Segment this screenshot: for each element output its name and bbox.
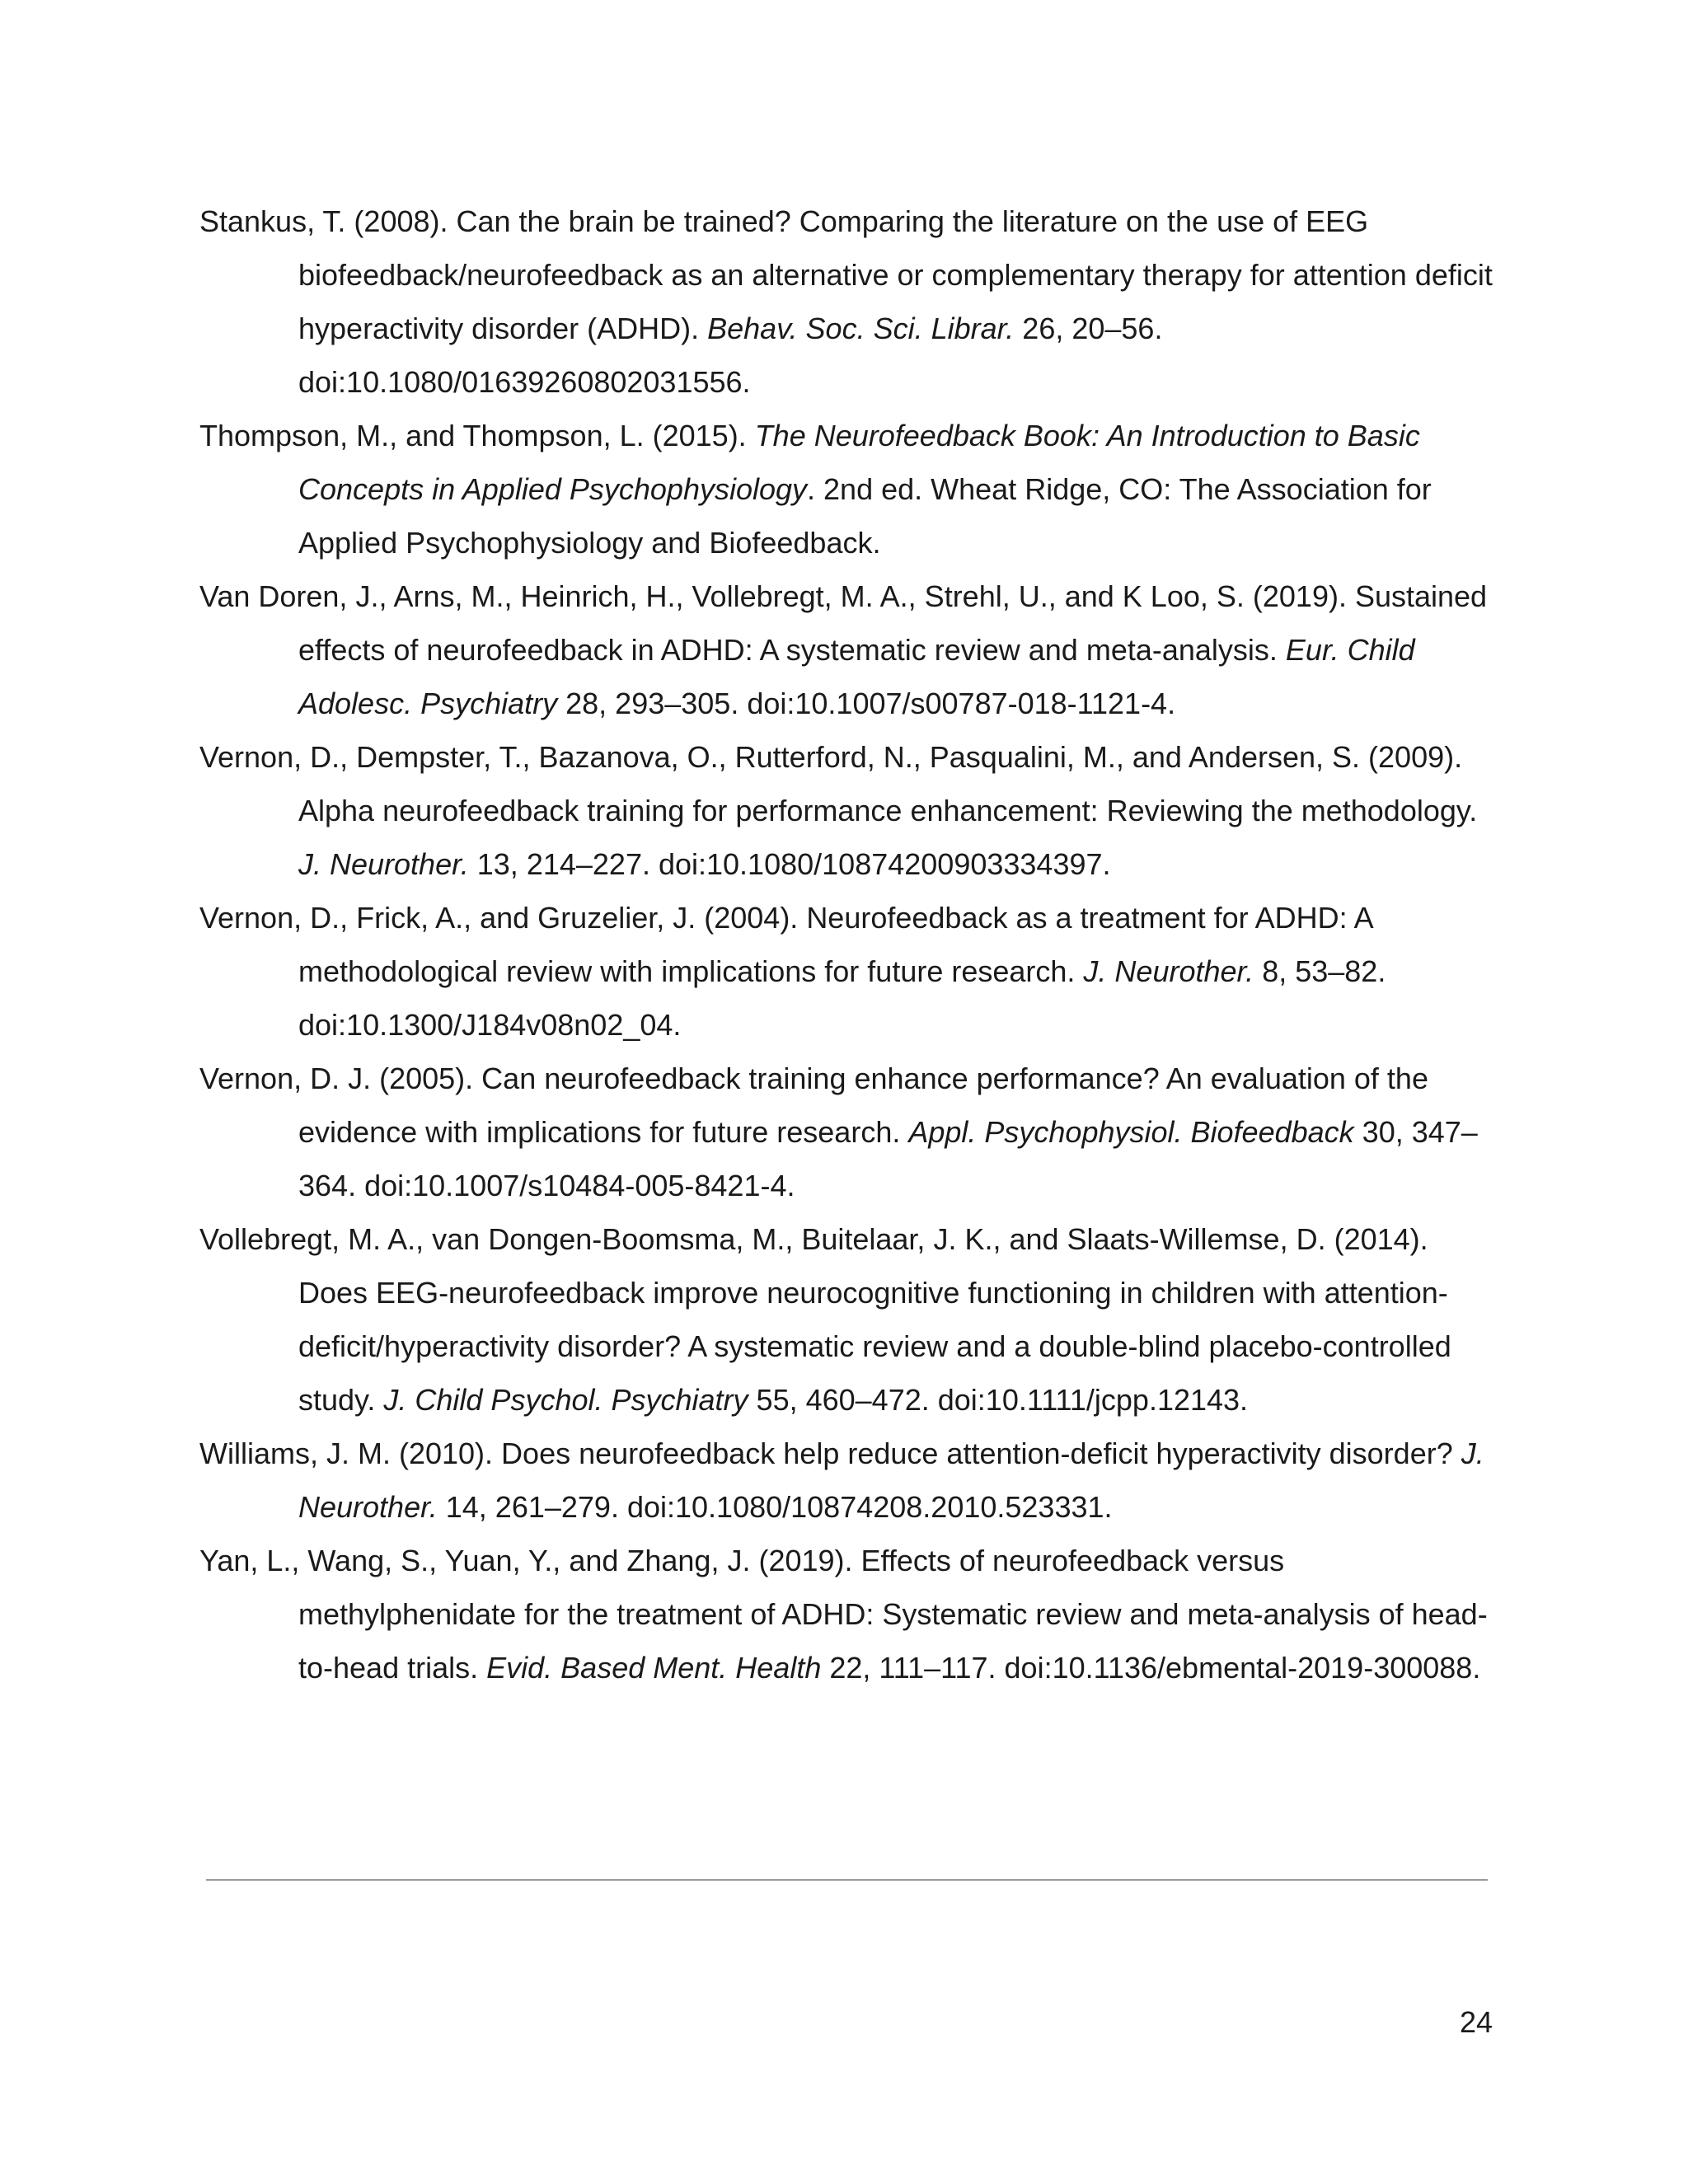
reference-entry (199, 730, 1502, 891)
reference-entry (199, 1052, 1502, 1212)
reference-entry (199, 409, 1502, 569)
reference-text: Van Doren, J., Arns, M., Heinrich, H., Vollebregt, M. A., Strehl, U., and K Loo, S. (2019). Sustained effects of neurofeedback in ADHD: A systematic review and meta-analysis. (199, 579, 1488, 667)
reference-entry (199, 194, 1502, 409)
reference-journal: J. Neurother. (1083, 954, 1254, 988)
reference-journal: J. Neurother. (298, 1436, 1484, 1524)
reference-text: Vollebregt, M. A., van Dongen-Boomsma, M., Buitelaar, J. K., and Slaats-Willemse, D. (2014). Does EEG-neurofeedback improve neurocognitive functioning in children with attention-deficit/hyperactivity disorder? A systematic review and a double-blind placebo-controlled study. (199, 1222, 1451, 1417)
reference-journal: J. Child Psychol. Psychiatry (383, 1383, 748, 1417)
reference-details: 30, 347–364. doi:10.1007/s10484-005-8421-4. (298, 1115, 1478, 1202)
reference-journal: The Neurofeedback Book: An Introduction to Basic Concepts in Applied Psychophysiology (298, 419, 1420, 506)
reference-details: 22, 111–117. doi:10.1136/ebmental-2019-300088. (821, 1651, 1481, 1685)
reference-entry (199, 1427, 1502, 1534)
reference-details: 14, 261–279. doi:10.1080/10874208.2010.523331. (437, 1490, 1113, 1524)
reference-details: 13, 214–227. doi:10.1080/10874200903334397. (468, 847, 1111, 881)
reference-entry (199, 891, 1502, 1052)
reference-journal: Behav. Soc. Sci. Librar. (707, 312, 1015, 345)
reference-journal: Eur. Child Adolesc. Psychiatry (298, 633, 1415, 720)
reference-text: Vernon, D., Frick, A., and Gruzelier, J. (2004). Neurofeedback as a treatment for ADHD: A methodological review with implications for future research. (199, 901, 1372, 988)
reference-details: . 2nd ed. Wheat Ridge, CO: The Association for Applied Psychophysiology and Biofeedback. (298, 472, 1432, 560)
reference-entry (199, 1534, 1502, 1694)
footer-divider (206, 1879, 1488, 1881)
reference-list (199, 194, 1502, 1694)
reference-details: 26, 20–56. doi:10.1080/01639260802031556. (298, 312, 1163, 399)
reference-text: Stankus, T. (2008). Can the brain be trained? Comparing the literature on the use of EEG biofeedback/neurofeedback as an alternative or complementary therapy for attention deficit hyperactivity disorder (ADHD). (199, 204, 1493, 345)
reference-details: 8, 53–82. doi:10.1300/J184v08n02_04. (298, 954, 1386, 1042)
reference-entry (199, 1212, 1502, 1427)
reference-journal: Appl. Psychophysiol. Biofeedback (908, 1115, 1354, 1149)
reference-journal: Evid. Based Ment. Health (486, 1651, 822, 1685)
reference-entry (199, 569, 1502, 730)
reference-text: Yan, L., Wang, S., Yuan, Y., and Zhang, J. (2019). Effects of neurofeedback versus methylphenidate for the treatment of ADHD: Systematic review and meta-analysis of head-to-head trials. (199, 1544, 1488, 1685)
reference-text: Thompson, M., and Thompson, L. (2015). (199, 419, 755, 452)
reference-text: Williams, J. M. (2010). Does neurofeedback help reduce attention-deficit hyperactivity disorder? (199, 1436, 1461, 1470)
reference-details: 28, 293–305. doi:10.1007/s00787-018-1121-4. (557, 687, 1176, 720)
reference-journal: J. Neurother. (298, 847, 469, 881)
reference-text: Vernon, D. J. (2005). Can neurofeedback training enhance performance? An evaluation of the evidence with implications for future research. (199, 1062, 1428, 1149)
reference-text: Vernon, D., Dempster, T., Bazanova, O., Rutterford, N., Pasqualini, M., and Andersen, S. (2009). Alpha neurofeedback training for performance enhancement: Reviewing the methodology. (199, 740, 1478, 827)
page-number: 24 (1459, 2005, 1493, 2039)
reference-details: 55, 460–472. doi:10.1111/jcpp.12143. (748, 1383, 1249, 1417)
